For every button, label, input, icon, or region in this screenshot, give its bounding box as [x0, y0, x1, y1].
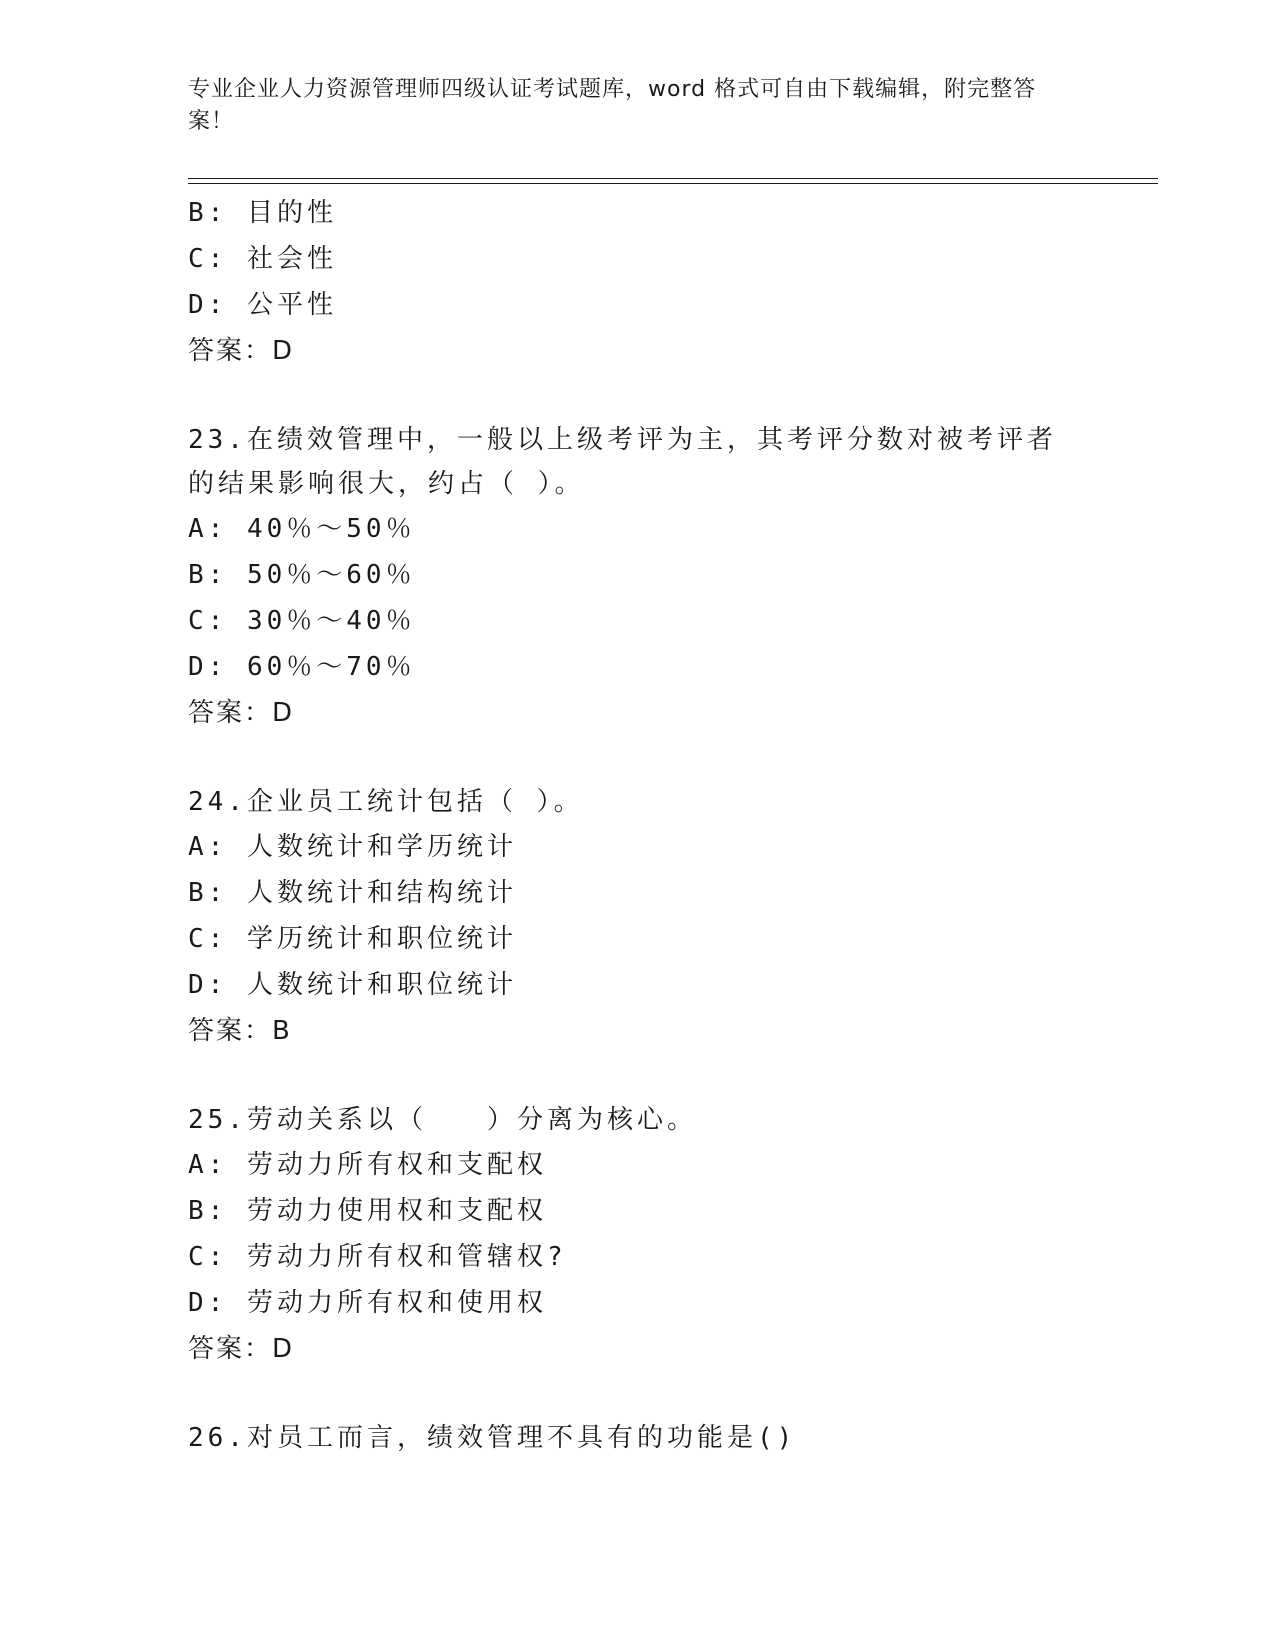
question-stem: 26.对员工而言，绩效管理不具有的功能是() [188, 1423, 797, 1453]
answer: 答案：B [188, 1016, 292, 1046]
answer: 答案：D [188, 336, 295, 366]
option-d: D: 劳动力所有权和使用权 [188, 1288, 547, 1318]
option-b: B: 50％～60％ [188, 560, 416, 590]
question-stem: 25.劳动关系以（ ）分离为核心。 [188, 1105, 697, 1135]
option-c: C: 社会性 [188, 244, 337, 274]
header-rule-bottom [188, 183, 1158, 184]
option-d: D: 人数统计和职位统计 [188, 970, 517, 1000]
option-c: C: 学历统计和职位统计 [188, 924, 517, 954]
question-list [188, 190, 1088, 1460]
question-stem: 24.企业员工统计包括（ ）。 [188, 787, 584, 817]
answer: 答案：D [188, 698, 295, 728]
option-a: A: 人数统计和学历统计 [188, 832, 517, 862]
option-a: A: 劳动力所有权和支配权 [188, 1150, 547, 1180]
option-b: B: 目的性 [188, 198, 337, 228]
option-d: D: 公平性 [188, 290, 337, 320]
document-header: 专业企业人力资源管理师四级认证考试题库，word 格式可自由下载编辑，附完整答案！ [188, 77, 1037, 134]
option-c: C: 劳动力所有权和管辖权? [188, 1242, 567, 1272]
option-d: D: 60％～70％ [188, 652, 416, 682]
option-a: A: 40％～50％ [188, 514, 416, 544]
answer: 答案：D [188, 1334, 295, 1364]
option-b: B: 人数统计和结构统计 [188, 878, 517, 908]
question-stem: 23.在绩效管理中，一般以上级考评为主，其考评分数对被考评者的结果影响很大，约占（ ）。 [188, 425, 1057, 499]
header-rule-top [188, 178, 1158, 179]
option-c: C: 30％～40％ [188, 606, 416, 636]
option-b: B: 劳动力使用权和支配权 [188, 1196, 547, 1226]
